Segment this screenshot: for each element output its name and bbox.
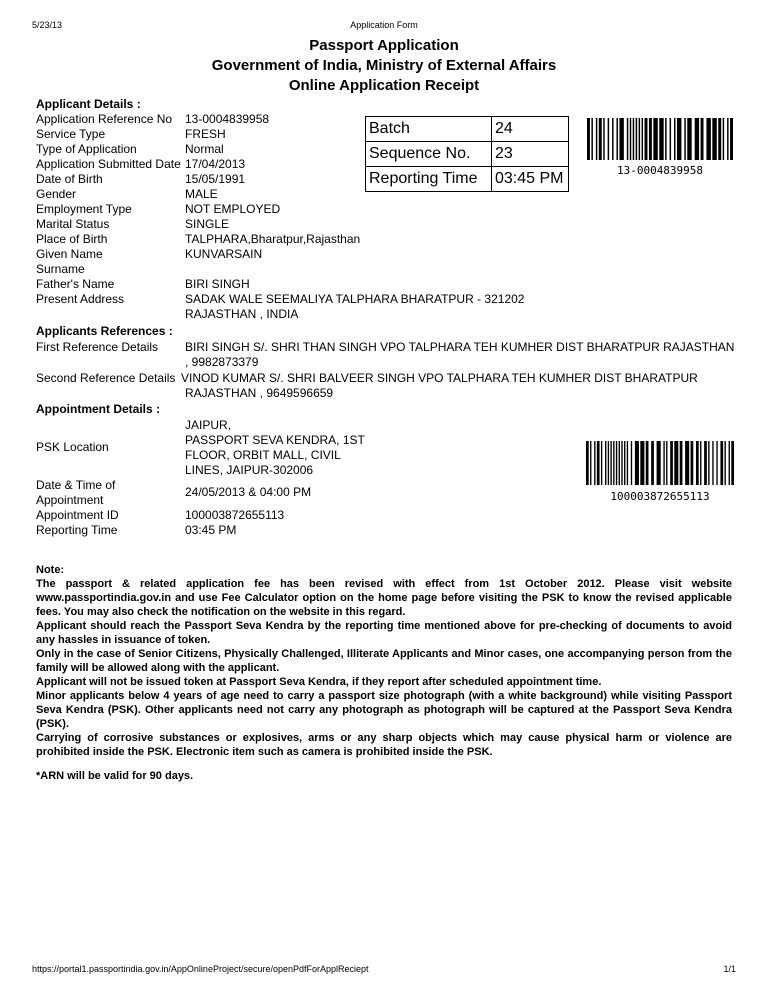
first-reference-label: First Reference Details [36, 340, 159, 354]
page-number: 1/1 [723, 964, 736, 974]
applicant-field-value: 13-0004839958 [185, 112, 270, 126]
psk-location-label: PSK Location [36, 440, 109, 454]
reporting-time-value: 03:45 PM [492, 167, 569, 192]
appointment-datetime-label: Appointment [36, 493, 104, 507]
print-date: 5/23/13 [32, 20, 63, 30]
note-paragraph: Carrying of corrosive substances or explosives, arms or any sharp objects which may cause physical harm or violence are prohibited inside the PSK. Electronic item such as camera is prohibited inside the PSK. [36, 732, 732, 758]
barcode-appointment-caption: 100003872655113 [610, 490, 710, 503]
applicant-field-label: Application Reference No [36, 112, 173, 126]
applicant-field-label: Given Name [36, 247, 103, 261]
second-reference-label: Second Reference Details [36, 371, 176, 385]
applicant-field-value: 15/05/1991 [185, 172, 246, 186]
present-address-line: SADAK WALE SEEMALIYA TALPHARA BHARATPUR - 321202 [185, 292, 525, 306]
second-reference-line: VINOD KUMAR S/. SHRI BALVEER SINGH VPO TALPHARA TEH KUMHER DIST BHARATPUR [181, 371, 698, 385]
second-reference-line: RAJASTHAN , 9649596659 [185, 386, 334, 400]
applicant-field-value: Normal [185, 142, 224, 156]
note-paragraph: The passport & related application fee has been revised with effect from 1st October 2012. Please visit website www.passportindia.gov.in and use Fee Calculator option on the home page before visiting the PSK to know the revised applicable fees. You may also check the notification on the website in this regard. [36, 578, 732, 618]
note-section [36, 563, 732, 783]
applicant-field-label: Gender [36, 187, 77, 201]
applicant-details-heading: Applicant Details : [36, 97, 141, 111]
applicant-field-label: Marital Status [36, 217, 110, 231]
batch-value: 24 [492, 117, 569, 142]
applicant-field-value: TALPHARA,Bharatpur,Rajasthan [185, 232, 361, 246]
appointment-reporting-label: Reporting Time [36, 523, 118, 537]
references-heading: Applicants References : [36, 324, 173, 338]
sequence-value: 23 [492, 142, 569, 167]
sequence-label: Sequence No. [366, 142, 492, 167]
applicant-field-value: 17/04/2013 [185, 157, 246, 171]
applicant-field-label: Place of Birth [36, 232, 108, 246]
reporting-time-label: Reporting Time [366, 167, 492, 192]
psk-location-line: FLOOR, ORBIT MALL, CIVIL [185, 448, 341, 462]
applicant-field-value: BIRI SINGH [185, 277, 250, 291]
applicant-field-label: Father's Name [36, 277, 115, 291]
psk-location-line: LINES, JAIPUR-302006 [185, 463, 314, 477]
applicant-field-label: Date of Birth [36, 172, 103, 186]
appointment-id-value: 100003872655113 [185, 508, 285, 522]
present-address-label: Present Address [36, 292, 125, 306]
batch-row [366, 117, 569, 142]
note-paragraph: Minor applicants below 4 years of age need to carry a passport size photograph (with a white background) while visiting Passport Seva Kendra (PSK). Other applicants need not carry any photograph as photograph will be captured at the Passport Seva Kendra (PSK). [36, 690, 732, 730]
batch-label: Batch [366, 117, 492, 142]
note-paragraph: Applicant will not be issued token at Passport Seva Kendra, if they report after scheduled appointment time. [36, 676, 602, 688]
applicant-field-value: KUNVARSAIN [185, 247, 263, 261]
note-heading: Note: [36, 564, 65, 576]
sequence-row [366, 142, 569, 167]
barcode-arn-caption: 13-0004839958 [616, 164, 704, 177]
barcode-appointment [586, 441, 734, 485]
note-paragraph: Only in the case of Senior Citizens, Physically Challenged, Illiterate Applicants and Minor cases, one accompanying person from the family will be allowed along with the applicant. [36, 648, 732, 674]
appointment-heading: Appointment Details : [36, 402, 161, 416]
applicant-field-label: Surname [36, 262, 85, 276]
appointment-datetime-label: Date & Time of [36, 478, 116, 492]
psk-location-line: JAIPUR, [185, 418, 232, 432]
applicant-field-value: FRESH [185, 127, 226, 141]
title-receipt: Online Application Receipt [288, 77, 480, 94]
applicant-field-value: MALE [185, 187, 218, 201]
title-ministry: Government of India, Ministry of External Affairs [211, 57, 557, 74]
arn-validity-note: *ARN will be valid for 90 days. [36, 770, 194, 782]
title-main: Passport Application [309, 37, 459, 54]
print-header-title: Application Form [350, 20, 418, 30]
reporting-time-row [366, 167, 569, 192]
first-reference-line: BIRI SINGH S/. SHRI THAN SINGH VPO TALPHARA TEH KUMHER DIST BHARATPUR RAJASTHAN [185, 340, 735, 354]
first-reference-line: , 9982873379 [185, 355, 259, 369]
applicant-field-value: NOT EMPLOYED [185, 202, 281, 216]
applicant-field-label: Type of Application [36, 142, 137, 156]
appointment-datetime-value: 24/05/2013 & 04:00 PM [185, 485, 312, 499]
applicant-field-label: Application Submitted Date [36, 157, 181, 171]
print-url: https://portal1.passportindia.gov.in/AppOnlineProject/secure/openPdfForApplReciept [32, 964, 369, 974]
psk-location-line: PASSPORT SEVA KENDRA, 1ST [185, 433, 365, 447]
present-address-line: RAJASTHAN , INDIA [185, 307, 299, 321]
applicant-field-value: SINGLE [185, 217, 230, 231]
applicant-field-label: Service Type [36, 127, 106, 141]
applicant-field-label: Employment Type [36, 202, 132, 216]
barcode-arn [587, 118, 733, 160]
note-paragraph: Applicant should reach the Passport Seva Kendra by the reporting time mentioned above for pre-checking of documents to avoid any hassles in issuance of token. [36, 620, 732, 646]
appointment-id-label: Appointment ID [36, 508, 119, 522]
appointment-reporting-value: 03:45 PM [185, 523, 237, 537]
batch-sequence-table [365, 116, 569, 192]
